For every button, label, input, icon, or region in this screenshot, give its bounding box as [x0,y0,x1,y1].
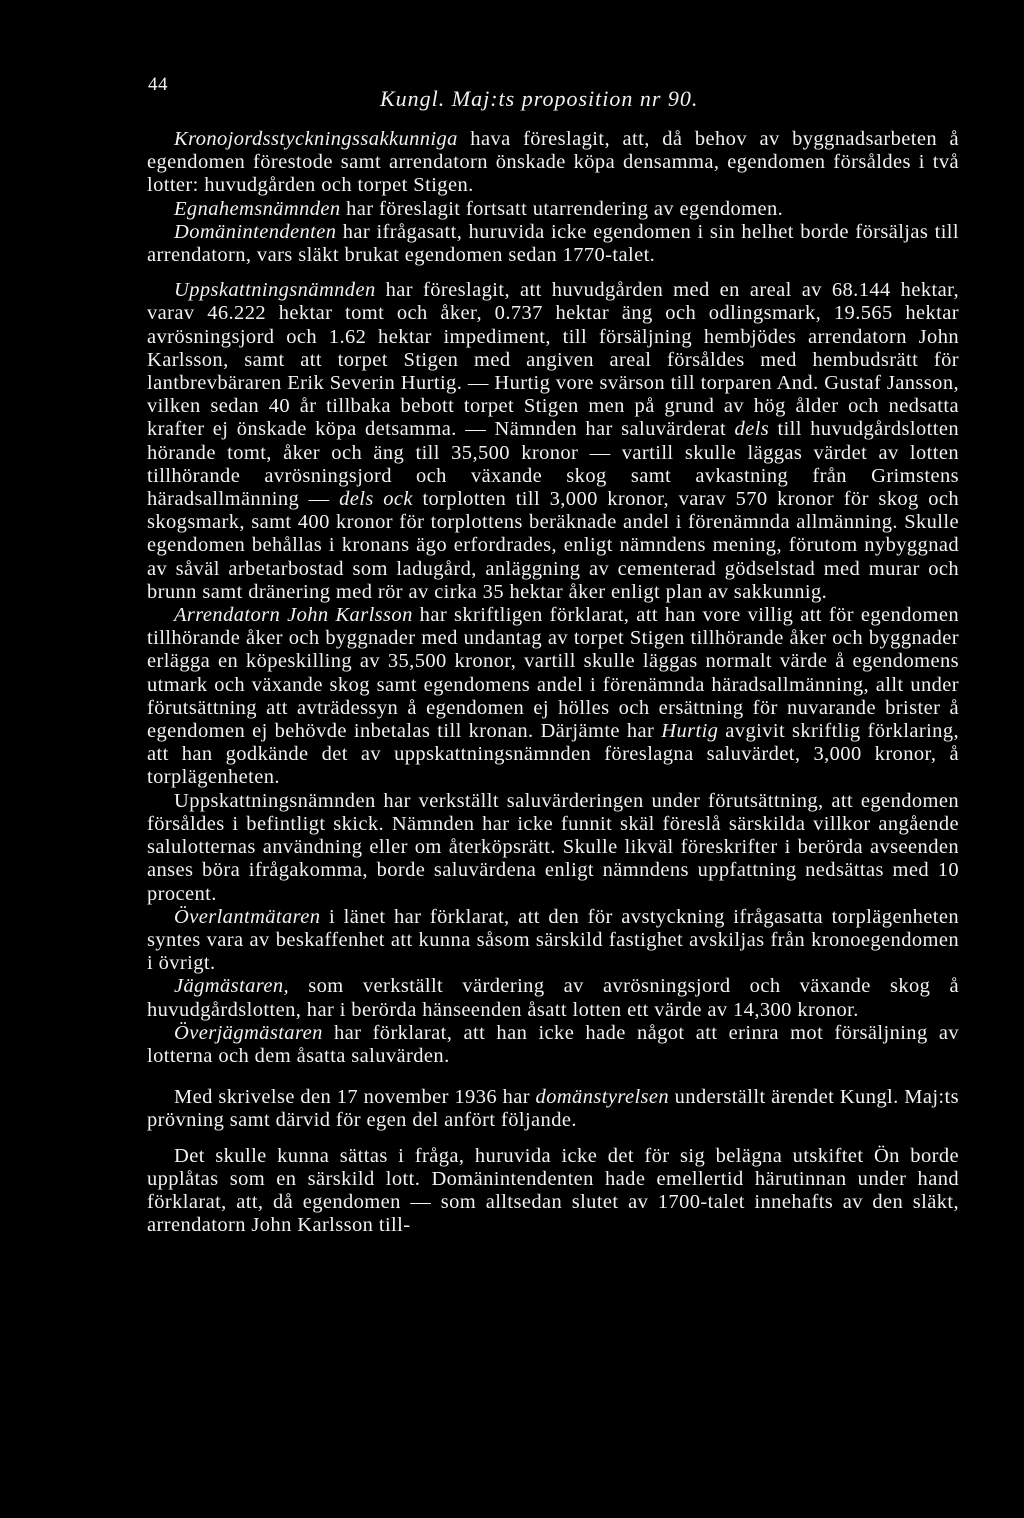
paragraph-text: har skriftligen förklarat, att han vore villig att för egendomen tillhörande åker och byggnader med undantag av torpet Stigen tillhörande åker och byggnader erlägga en köpeskilling av 35,500 kronor, vartill skulle läggas normalt värde å egendomens utmark och växande skog samt egendomens andel i förenämnda häradsallmänning, allt under förutsättning att avträdessyn å egendomen ej hölles och ersättning för nuvarande brister å egendomen ej behövde inbetalas till kronan. Därjämte har [147,604,959,743]
italic-lead: Uppskattningsnämnden [174,279,376,302]
italic-phrase: domänstyrelsen [535,1086,670,1109]
paragraph-text: har föreslagit, att huvudgården med en areal av 68.144 hektar, varav 46.222 hektar tomt och åker, 0.737 hektar äng och odlingsmark, 19.565 hektar avrösningsjord och 1.62 hektar impediment, till försäljning hembjödes arrendatorn John Karlsson, samt att torpet Stigen med angiven areal försåldes med hembudsrätt för lantbrevbäraren Erik Severin Hurtig. — Hurtig vore svärson till torparen And. Gustaf Jansson, vilken sedan 40 år tillbaka bebott torpet Stigen men på grund av hög ålder och nedsatta krafter ej önskade köpa detsamma. — Nämnden har saluvärderat [147,279,959,441]
paragraph-text: underställt ärendet Kungl. Maj:ts prövning samt därvid för egen del anfört följande. [147,1086,959,1132]
running-head: Kungl. Maj:ts proposition nr 90. [380,86,699,111]
italic-phrase: dels [734,418,770,441]
body-text [147,128,959,1237]
italic-lead: Överjägmästaren [174,1021,323,1044]
page-number: 44 [148,74,168,95]
italic-lead: Domänintendenten [174,220,337,243]
paragraph-text: avgivit skriftlig förklaring, att han godkände det av uppskattningsnämnden föreslagna saluvärdet, 3,000 kronor, å torplägenheten. [147,720,959,789]
paragraph-saluvardering [147,790,959,906]
paragraph-kronojordsstyckningssakkunniga [147,128,959,198]
italic-lead: Jägmästaren, [174,975,290,998]
paragraph-text: Det skulle kunna sättas i fråga, huruvida icke det för sig belägna utskiftet Ön borde upplåtas som en särskild lott. Domänintendenten hade emellertid härutinnan under hand förklarat, att, då egendomen — som alltsedan slutet av 1700-talet innehafts av den släkt, arrendatorn John Karlsson till- [147,1144,959,1237]
italic-phrase: dels ock [339,488,413,511]
italic-lead: Egnahemsnämnden [174,197,341,220]
italic-lead: Arrendatorn John Karlsson [174,604,413,627]
paragraph-uppskattningsnamnden [147,279,959,604]
paragraph-arrendatorn [147,604,959,790]
paragraph-text: som verkställt värdering av avrösningsjord och växande skog å huvudgårdslotten, har i berörda hänseenden åsatt lotten ett värde av 14,300 kronor. [147,975,959,1021]
paragraph-overjagmastaren [147,1022,959,1068]
paragraph-domanstyrelsen [147,1086,959,1132]
paragraph-egnahemsnamnden [147,198,959,221]
italic-phrase: Hurtig [661,720,719,743]
italic-lead: Överlantmätaren [174,905,321,928]
paragraph-text: hava föreslagit, att, då behov av byggnadsarbeten å egendomen förestode samt arrendatorn önskade köpa densamma, egendomen försåldes i två lotter: huvudgården och torpet Stigen. [147,128,959,197]
paragraph-jagmastaren [147,975,959,1021]
paragraph-overlantmataren [147,906,959,976]
paragraph-text: har ifrågasatt, huruvida icke egendomen i sin helhet borde försäljas till arrendatorn, vars släkt brukat egendomen sedan 1770-talet. [147,220,959,267]
paragraph-text: har förklarat, att han icke hade något att erinra mot försäljning av lotterna och dem åsatta saluvärden. [147,1021,959,1067]
paragraph-text: till huvudgårdslotten hörande tomt, åker och äng till 35,500 kronor — vartill skulle läggas värdet av lotten tillhörande avrösningsjord och växande skog samt avkastning från Grimstens häradsallmänning — [147,418,959,511]
italic-lead: Kronojordsstyckningssakkunniga [174,128,458,150]
paragraph-text: i länet har förklarat, att den för avstyckning ifrågasatta torplägenheten syntes vara av beskaffenhet att kunna såsom särskild fastighet avskiljas från kronoegendomen i övrigt. [147,905,959,975]
paragraph-utskiftet-on [147,1145,959,1238]
paragraph-text: torplotten till 3,000 kronor, varav 570 kronor för skog och skogsmark, samt 400 kronor för torplottens beräknade andel i förenämnda allmänning. Skulle egendomen behållas i kronans ägo erfordrades, enligt nämndens mening, förutom nybyggnad av såväl arbetarbostad som ladugård, anläggning av cementerad gödselstad med murar och brunn samt dränering med rör av cirka 35 hektar åker enligt plan av sakkunnig. [147,488,959,603]
paragraph-text: Med skrivelse den 17 november 1936 har [174,1086,536,1109]
paragraph-text: har föreslagit fortsatt utarrendering av egendomen. [340,197,784,220]
paragraph-text: Uppskattningsnämnden har verkställt saluvärderingen under förutsättning, att egendomen försåldes i befintligt skick. Nämnden har icke funnit skäl föreslå särskilda villkor angående salulotternas användning eller om återköpsrätt. Skulle likväl föreskrifter i berörda avseenden anses böra ifrågakomma, borde saluvärdena enligt nämndens uppfattning nedsättas med 10 procent. [147,789,959,905]
paragraph-domanintendenten [147,221,959,267]
